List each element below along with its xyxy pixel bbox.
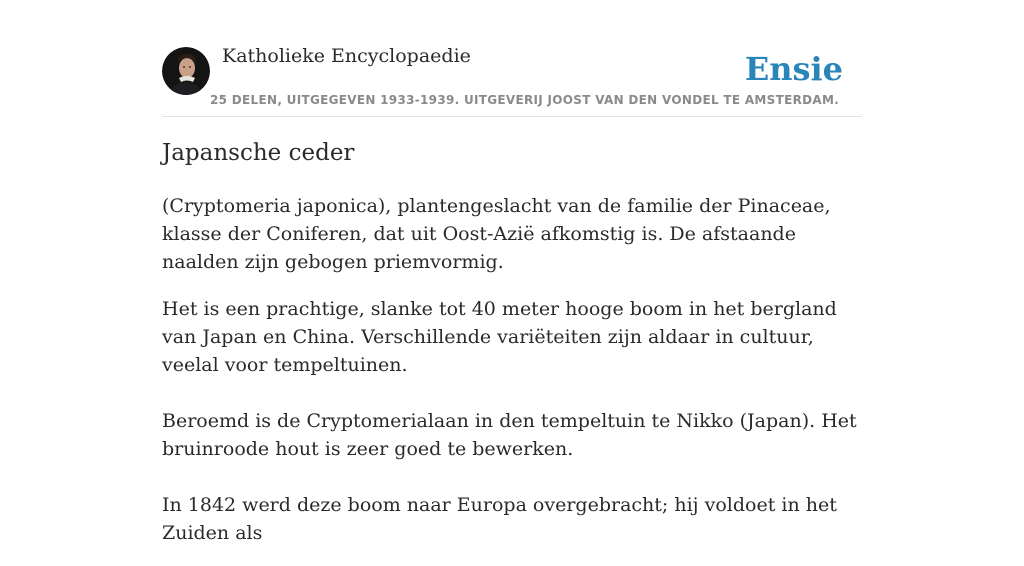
article-paragraph: Beroemd is de Cryptomerialaan in den tempeltuin te Nikko (Japan). Het bruinroode hout is zeer goed te bewerken. [162, 410, 857, 460]
article-body [162, 192, 862, 566]
portrait-icon [162, 47, 210, 95]
page [162, 0, 862, 544]
article-paragraph: In 1842 werd deze boom naar Europa overgebracht; hij voldoet in het Zuiden als [162, 494, 837, 544]
publication-header [162, 0, 862, 117]
article-paragraph: (Cryptomeria japonica), plantengeslacht van de familie der Pinaceae, klasse der Coniferen, dat uit Oost-Azië afkomstig is. De afstaande naalden zijn gebogen priemvormig. [162, 195, 831, 273]
article-paragraph: Het is een prachtige, slanke tot 40 meter hooge boom in het bergland van Japan en China. Verschillende variëteiten zijn aldaar in cultuur, veelal voor tempeltuinen. [162, 298, 837, 376]
paragraph-gap [162, 379, 862, 407]
article-title: Japansche ceder [162, 140, 355, 166]
publication-title[interactable]: Katholieke Encyclopaedie [222, 45, 471, 67]
ensie-logo-link[interactable]: Ensie [744, 50, 843, 88]
paragraph-gap [162, 463, 862, 491]
publication-avatar[interactable] [162, 47, 210, 95]
publication-subtitle: 25 DELEN, UITGEGEVEN 1933-1939. UITGEVERIJ JOOST VAN DEN VONDEL TE AMSTERDAM. [210, 93, 840, 107]
